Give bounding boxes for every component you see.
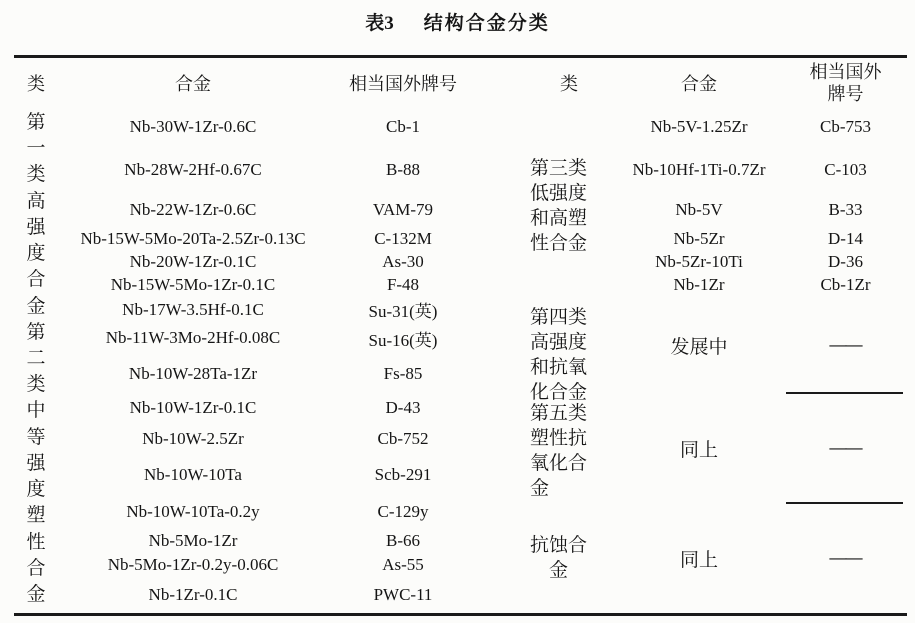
table-row bbox=[58, 529, 478, 553]
alloy-cell: Nb-10W-1Zr-0.1C bbox=[129, 398, 257, 417]
class-line: 第五类 bbox=[530, 403, 588, 424]
grade-cell bbox=[784, 503, 907, 613]
table-row bbox=[58, 146, 478, 193]
header-alloy-left: 合金 bbox=[175, 74, 211, 94]
alloy-cell: Nb-10W-28Ta-1Zr bbox=[128, 363, 258, 383]
class-char: 合 bbox=[26, 269, 46, 291]
dash: —— bbox=[829, 335, 862, 354]
alloy-classification-table bbox=[14, 55, 907, 616]
table-row bbox=[58, 193, 478, 227]
class-line: 金 bbox=[549, 560, 569, 581]
right-group-3 bbox=[478, 297, 907, 403]
class-line: 第三类 bbox=[530, 158, 588, 179]
grade-cell: C-103 bbox=[824, 159, 867, 179]
class-line: 高强度 bbox=[530, 332, 588, 353]
table-row bbox=[58, 393, 478, 423]
separator-line bbox=[786, 392, 903, 394]
alloy-cell: Nb-5V bbox=[675, 200, 723, 219]
table-row bbox=[58, 297, 478, 322]
left-rows bbox=[58, 108, 478, 613]
grade-cell: B-66 bbox=[386, 531, 420, 550]
class-char: 合 bbox=[26, 557, 46, 579]
alloy-cell: Nb-11W-3Mo-2Hf-0.08C bbox=[105, 328, 281, 347]
class-char: 塑 bbox=[26, 505, 46, 527]
grade-cell: PWC-11 bbox=[373, 585, 433, 604]
header-grade-right-line1: 相当国外 bbox=[809, 62, 882, 82]
grade-cell: As-30 bbox=[382, 252, 424, 271]
grade-cell: D-36 bbox=[828, 251, 863, 271]
grade-cell: F-48 bbox=[386, 275, 420, 294]
dash: —— bbox=[829, 548, 862, 567]
class-char: 性 bbox=[26, 531, 46, 553]
table-row bbox=[58, 251, 478, 273]
header-grade-left: 相当国外牌号 bbox=[349, 74, 457, 94]
class-char: 强 bbox=[26, 216, 46, 238]
table-row bbox=[58, 354, 478, 393]
table-row bbox=[58, 322, 478, 354]
class-line: 塑性抗 bbox=[530, 428, 588, 449]
dash: —— bbox=[829, 438, 862, 457]
class-char: 类 bbox=[26, 164, 46, 186]
grade-cell: C-129y bbox=[377, 502, 429, 521]
table-left-half bbox=[14, 108, 478, 613]
class-char: 金 bbox=[26, 295, 46, 317]
right-group-1 bbox=[478, 108, 907, 146]
class-char: 强 bbox=[26, 452, 46, 474]
alloy-cell: Nb-28W-2Hf-0.67C bbox=[124, 159, 262, 179]
class-cell-group4 bbox=[478, 393, 614, 503]
alloy-cell: Nb-5Zr bbox=[673, 228, 725, 248]
alloy-cell: Nb-10Hf-1Ti-0.7Zr bbox=[632, 159, 766, 179]
table-number: 表3 bbox=[365, 12, 394, 34]
right-group-2 bbox=[478, 146, 907, 297]
grade-cell: Cb-1Zr bbox=[820, 275, 871, 294]
class-cell-group2 bbox=[478, 146, 614, 297]
table-body bbox=[14, 108, 907, 613]
header-class-left: 类 bbox=[27, 74, 45, 94]
alloy-cell: Nb-1Zr bbox=[673, 275, 725, 294]
class-char: 一 bbox=[26, 138, 46, 160]
table-header-row bbox=[14, 58, 907, 108]
table-row bbox=[614, 108, 907, 146]
alloy-cell: Nb-17W-3.5Hf-0.1C bbox=[122, 299, 264, 319]
table-row bbox=[614, 227, 907, 250]
table-row bbox=[614, 250, 907, 273]
grade-cell: Fs-85 bbox=[383, 363, 423, 383]
grade-cell: VAM-79 bbox=[372, 200, 434, 219]
alloy-cell: 同上 bbox=[679, 439, 718, 461]
table-title bbox=[0, 8, 915, 34]
table-row bbox=[58, 423, 478, 454]
table-row bbox=[614, 146, 907, 193]
grade-cell: Cb-753 bbox=[820, 117, 871, 136]
alloy-cell: Nb-15W-5Mo-20Ta-2.5Zr-0.13C bbox=[80, 229, 306, 248]
class-char: 度 bbox=[26, 479, 46, 501]
class-column-left bbox=[14, 108, 58, 613]
grade-cell: As-55 bbox=[382, 555, 424, 574]
alloy-cell: Nb-5Zr-10Ti bbox=[655, 251, 743, 271]
table-title-text: 结构合金分类 bbox=[423, 12, 550, 34]
table-row bbox=[58, 577, 478, 613]
grade-cell: Su-31(英) bbox=[368, 302, 438, 321]
grade-cell bbox=[784, 393, 907, 503]
alloy-cell: Nb-5Mo-1Zr bbox=[148, 531, 238, 550]
grade-cell: B-88 bbox=[386, 159, 420, 179]
header-class-right: 类 bbox=[560, 74, 578, 94]
alloy-cell: 发展中 bbox=[670, 336, 728, 358]
class-line: 化合金 bbox=[530, 382, 588, 403]
alloy-cell: Nb-22W-1Zr-0.6C bbox=[129, 200, 257, 219]
grade-cell: D-14 bbox=[828, 228, 863, 248]
alloy-cell: 同上 bbox=[679, 549, 718, 571]
table-row bbox=[58, 454, 478, 495]
grade-cell: B-33 bbox=[828, 200, 863, 219]
table-row bbox=[58, 227, 478, 251]
class-char: 第 bbox=[26, 112, 46, 133]
alloy-cell: Nb-20W-1Zr-0.1C bbox=[129, 252, 257, 271]
separator-line bbox=[786, 502, 903, 504]
table-row bbox=[58, 273, 478, 297]
class-line: 金 bbox=[530, 478, 550, 499]
class-line: 性合金 bbox=[530, 233, 588, 254]
class-line: 和抗氧 bbox=[530, 357, 588, 378]
grade-cell: C-132M bbox=[374, 229, 432, 248]
class-char: 高 bbox=[26, 190, 46, 212]
class-char: 中 bbox=[26, 400, 46, 422]
grade-cell: Scb-291 bbox=[374, 464, 432, 484]
class-line: 氧化合 bbox=[530, 453, 588, 474]
grade-cell: Cb-752 bbox=[377, 428, 429, 448]
alloy-cell: Nb-10W-10Ta bbox=[144, 464, 242, 484]
class-line: 和高塑 bbox=[530, 208, 588, 229]
class-cell-group5 bbox=[478, 503, 614, 613]
class-line: 第四类 bbox=[530, 307, 588, 328]
class-line: 抗蚀合 bbox=[530, 535, 588, 556]
grade-cell bbox=[784, 297, 907, 393]
right-group-4 bbox=[478, 393, 907, 503]
class-char: 二 bbox=[26, 347, 46, 369]
header-grade-right-line2: 牌号 bbox=[827, 84, 864, 104]
class-cell-empty bbox=[478, 108, 614, 146]
class-char: 类 bbox=[26, 374, 46, 396]
alloy-cell: Nb-1Zr-0.1C bbox=[148, 585, 238, 604]
alloy-cell: Nb-10W-2.5Zr bbox=[142, 428, 244, 448]
table-row bbox=[58, 108, 478, 146]
grade-cell: Cb-1 bbox=[386, 117, 420, 136]
alloy-cell: Nb-5V-1.25Zr bbox=[650, 117, 748, 136]
table-row bbox=[58, 495, 478, 529]
table-row bbox=[614, 193, 907, 227]
header-grade-right bbox=[784, 61, 907, 105]
alloy-cell: Nb-5Mo-1Zr-0.2y-0.06C bbox=[107, 555, 279, 574]
header-alloy-right: 合金 bbox=[681, 74, 717, 94]
alloy-cell: Nb-30W-1Zr-0.6C bbox=[129, 117, 257, 136]
class-char: 金 bbox=[26, 583, 46, 605]
class-line: 低强度 bbox=[530, 183, 588, 204]
alloy-cell: Nb-10W-10Ta-0.2y bbox=[126, 502, 260, 521]
grade-cell: D-43 bbox=[385, 398, 421, 417]
right-group-5 bbox=[478, 503, 907, 613]
table-row bbox=[614, 273, 907, 297]
class-char: 等 bbox=[26, 426, 46, 448]
grade-cell: Su-16(英) bbox=[368, 330, 438, 350]
table-right-half bbox=[478, 108, 907, 613]
table-row bbox=[58, 553, 478, 577]
alloy-cell: Nb-15W-5Mo-1Zr-0.1C bbox=[110, 275, 276, 294]
class-char: 度 bbox=[26, 243, 46, 265]
class-cell-group3 bbox=[478, 297, 614, 403]
class-char: 第 bbox=[26, 321, 46, 343]
